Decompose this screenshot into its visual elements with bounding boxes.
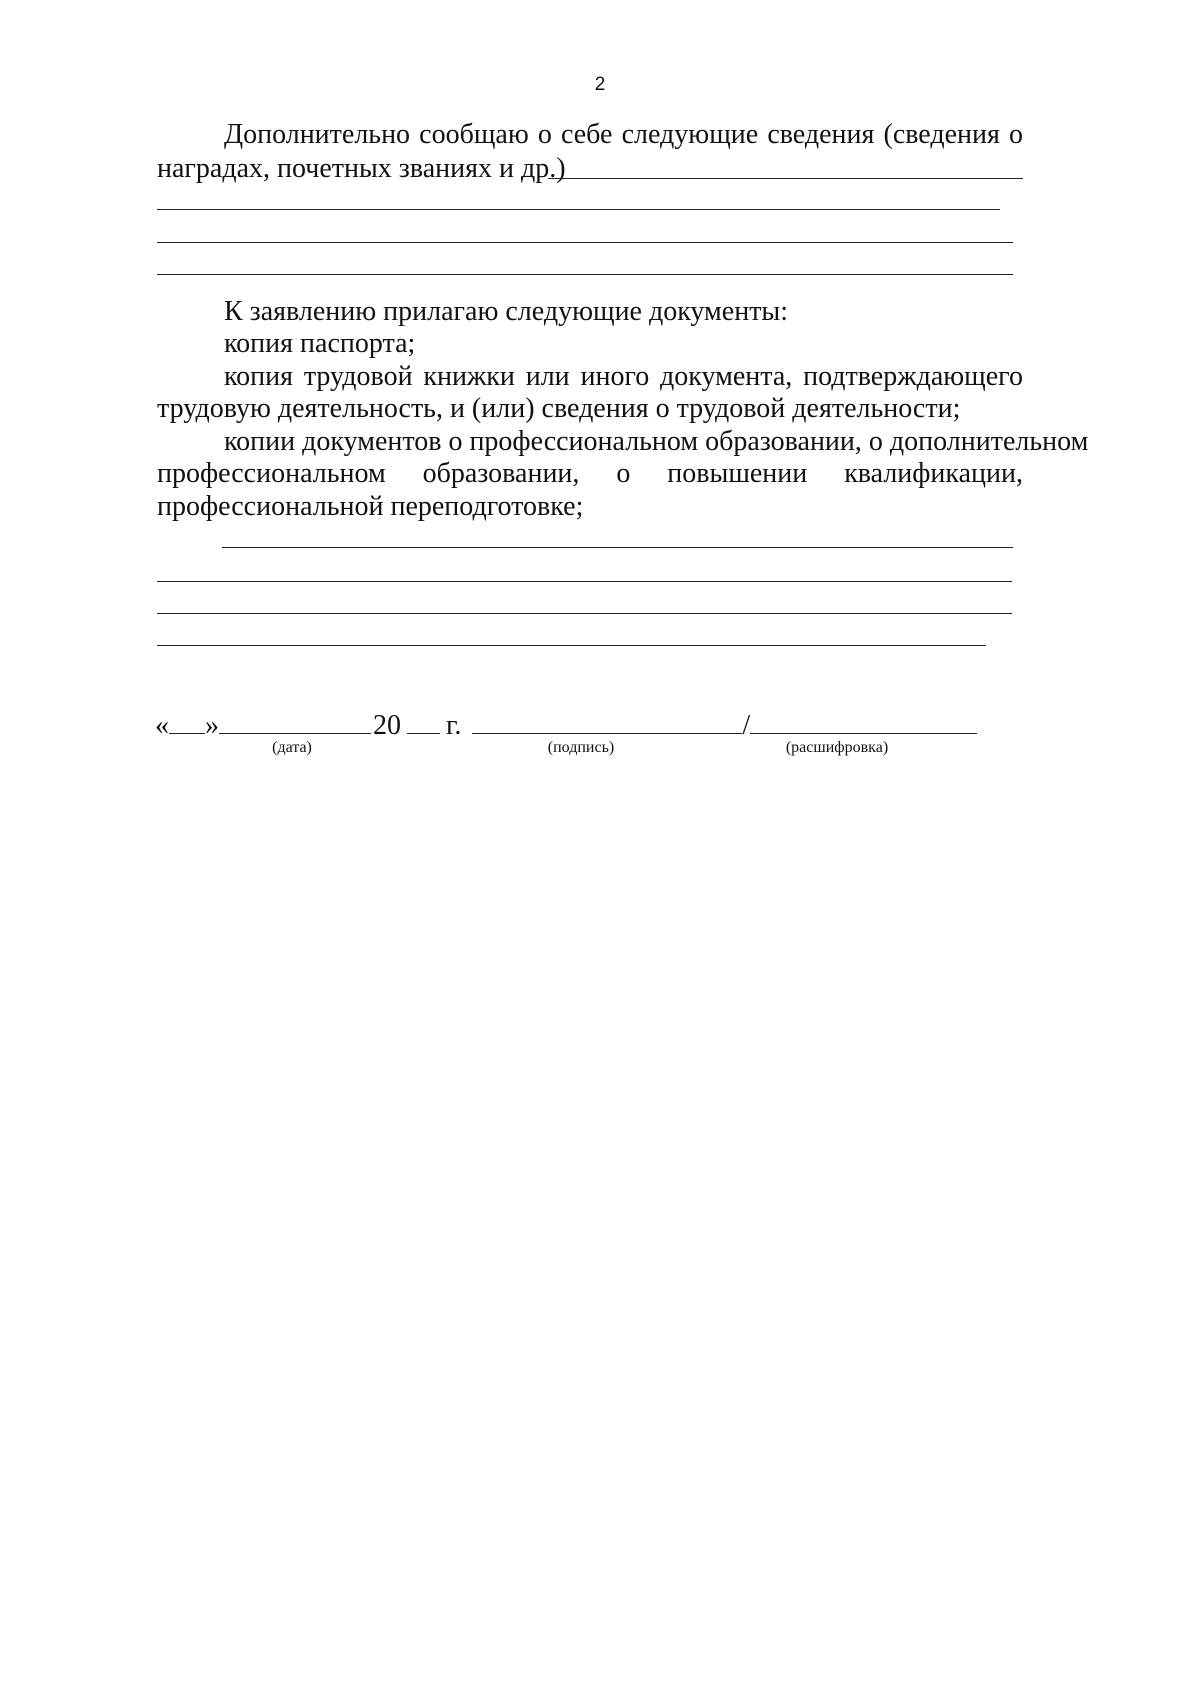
- date-close-quote: »: [205, 710, 219, 741]
- word: подтверждающего: [803, 361, 1023, 392]
- word: (сведения: [883, 119, 1000, 150]
- documents-item-education-line-2: [157, 457, 1023, 491]
- word: следующие: [621, 119, 759, 150]
- word: сведения: [767, 119, 875, 150]
- documents-item-workbook-line-1: [224, 360, 1023, 394]
- word: о: [616, 458, 631, 489]
- word: Дополнительно: [224, 119, 411, 150]
- decoding-caption: (расшифровка): [785, 739, 889, 756]
- word: книжки: [423, 361, 515, 392]
- word: образовании,: [422, 458, 580, 489]
- documents-blank-line-1[interactable]: [222, 547, 1013, 548]
- additional-info-blank-line-1[interactable]: [157, 209, 1000, 210]
- additional-info-blank-inline[interactable]: [548, 178, 1023, 179]
- year-prefix: 20: [373, 710, 401, 741]
- word: себе: [560, 119, 613, 150]
- word: повышении: [667, 458, 808, 489]
- word: или: [525, 361, 570, 392]
- word: иного: [580, 361, 650, 392]
- decoding-blank[interactable]: [750, 709, 977, 734]
- word: документа,: [660, 361, 793, 392]
- documents-item-education-line-1: копии документов о профессиональном образовании, о дополнительном: [224, 426, 1089, 457]
- signature-blank[interactable]: [472, 709, 742, 734]
- word: о: [537, 119, 552, 150]
- word: сообщаю: [419, 119, 529, 150]
- documents-blank-line-3[interactable]: [157, 613, 1012, 614]
- word: квалификации,: [844, 458, 1023, 489]
- documents-item-workbook-line-2: трудовую деятельность, и (или) сведения о трудовой деятельности;: [157, 393, 961, 424]
- signature-row: [155, 709, 977, 743]
- word: копия: [224, 361, 294, 392]
- documents-blank-line-2[interactable]: [157, 581, 1012, 582]
- additional-info-line-2: [157, 152, 566, 186]
- page-number: 2: [594, 74, 606, 95]
- signature-separator: /: [742, 710, 751, 741]
- date-caption: (дата): [272, 739, 312, 756]
- signature-caption: (подпись): [547, 739, 615, 756]
- additional-info-text: наградах, почетных званиях и др.): [157, 153, 566, 184]
- month-blank[interactable]: [219, 709, 371, 734]
- additional-info-blank-line-3[interactable]: [157, 274, 1013, 275]
- documents-item-education-line-3: профессиональной переподготовке;: [157, 491, 584, 522]
- day-blank[interactable]: [169, 709, 205, 734]
- additional-info-blank-line-2[interactable]: [157, 242, 1013, 243]
- word: трудовой: [303, 361, 413, 392]
- date-open-quote: «: [155, 710, 169, 741]
- word: о: [1009, 119, 1023, 150]
- documents-item-passport: копия паспорта;: [224, 328, 416, 359]
- word: профессиональном: [157, 458, 386, 489]
- year-suffix: г.: [446, 710, 462, 741]
- year-blank[interactable]: [407, 709, 440, 734]
- documents-blank-line-4[interactable]: [157, 645, 986, 646]
- documents-heading: К заявлению прилагаю следующие документы:: [224, 296, 789, 327]
- additional-info-line-1: [224, 118, 1023, 152]
